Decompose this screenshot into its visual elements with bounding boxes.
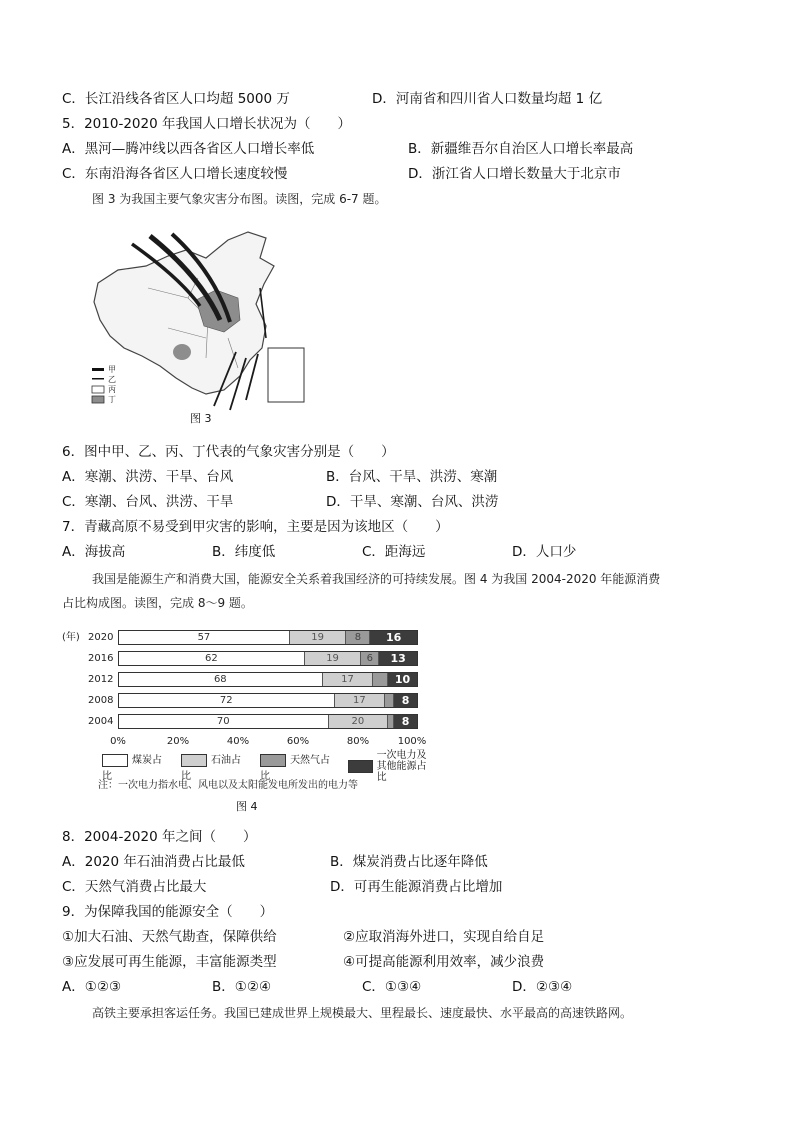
bar-2008-primary-power: 8 [393,694,417,707]
q7-option-b: B．纬度低 [212,544,276,560]
bar-2012-gas [372,673,387,686]
legend-swatch-ding [92,396,104,403]
fig3-intro: 图 3 为我国主要气象灾害分布图。读图，完成 6-7 题。 [92,192,387,206]
fig4-energy-chart [62,626,432,826]
q4-option-c: C．长江沿线各省区人口均超 5000 万 [62,91,290,107]
x-tick-100: 100% [397,736,427,747]
bar-2004 [118,714,418,729]
q6-stem: 6．图中甲、乙、丙、丁代表的气象灾害分别是（ ） [62,444,395,460]
fig3-legend-ding: 丁 [108,395,116,404]
q4-option-d: D．河南省和四川省人口数量均超 1 亿 [372,91,603,107]
bar-2008-gas [384,694,393,707]
q7-stem: 7．青藏高原不易受到甲灾害的影响，主要是因为该地区（ ） [62,519,449,535]
q5-stem: 5．2010-2020 年我国人口增长状况为（ ） [62,116,351,132]
y-label-2008: 2008 [88,695,114,706]
q5-option-d: D．浙江省人口增长数量大于北京市 [408,166,621,182]
bar-2016-gas: 6 [360,652,378,665]
x-tick-40: 40% [226,736,250,747]
bar-2008-oil: 17 [334,694,385,707]
q9-statement-1: ①加大石油、天然气勘查，保障供给 [62,929,277,945]
q8-stem: 8．2004-2020 年之间（ ） [62,829,257,845]
bar-2004-oil: 20 [328,715,388,728]
bar-2016-oil: 19 [304,652,361,665]
bar-2020-oil: 19 [289,631,346,644]
legend-oil: 石油占比 [181,755,242,782]
q6-option-b: B．台风、干旱、洪涝、寒潮 [326,469,498,485]
q8-option-c: C．天然气消费占比最大 [62,879,207,895]
q9-statement-2: ②应取消海外进口，实现自给自足 [343,929,545,945]
fig4-intro-line2: 占比构成图。读图，完成 8～9 题。 [62,596,253,610]
china-outline [94,232,274,394]
q8-option-a: A．2020 年石油消费占比最低 [62,854,245,870]
q8-option-b: B．煤炭消费占比逐年降低 [330,854,488,870]
q6-option-c: C．寒潮、台风、洪涝、干旱 [62,494,234,510]
rail-intro: 高铁主要承担客运任务。我国已建成世界上规模最大、里程最长、速度最快、水平最高的高速铁路网。 [92,1006,633,1020]
y-label-2016: 2016 [88,653,114,664]
q5-option-a: A．黑河—腾冲线以西各省区人口增长率低 [62,141,315,157]
q6-option-a: A．寒潮、洪涝、干旱、台风 [62,469,234,485]
q5-option-b: B．新疆维吾尔自治区人口增长率最高 [408,141,634,157]
bar-2016 [118,651,418,666]
chart-y-unit: (年) [62,632,80,643]
bar-2012 [118,672,418,687]
region-shading-southwest [173,344,191,360]
bar-2016-primary-power: 13 [378,652,417,665]
x-tick-0: 0% [110,736,126,747]
q7-option-a: A．海拔高 [62,544,126,560]
q9-statement-4: ④可提高能源利用效率，减少浪费 [343,954,545,970]
y-label-2012: 2012 [88,674,114,685]
q8-option-d: D．可再生能源消费占比增加 [330,879,503,895]
legend-coal: 煤炭占比 [102,755,162,782]
q7-option-c: C．距海远 [362,544,426,560]
x-tick-60: 60% [286,736,310,747]
bar-2020-primary-power: 16 [369,631,417,644]
legend-primary-power: 一次电力及 其他能源占比 [348,750,432,783]
y-label-2004: 2004 [88,716,114,727]
q9-stem: 9．为保障我国的能源安全（ ） [62,904,274,920]
fig3-legend-jia: 甲 [108,365,116,374]
x-tick-20: 20% [166,736,190,747]
bar-2012-oil: 17 [322,673,373,686]
q9-option-a: A．①②③ [62,979,122,995]
y-label-2020: 2020 [88,632,114,643]
bar-2012-coal: 68 [119,673,322,686]
q9-option-b: B．①②④ [212,979,272,995]
fig3-caption: 图 3 [190,412,212,425]
q6-option-d: D．干旱、寒潮、台风、洪涝 [326,494,499,510]
q5-option-c: C．东南沿海各省区人口增长速度较慢 [62,166,288,182]
x-tick-80: 80% [346,736,370,747]
q9-option-d: D．②③④ [512,979,573,995]
q9-option-c: C．①③④ [362,979,422,995]
fig3-legend-bing: 丙 [108,385,116,394]
fig3-legend-yi: 乙 [108,375,116,384]
chart-note: 注：一次电力指水电、风电以及太阳能发电所发出的电力等 [98,780,358,791]
fig4-caption: 图 4 [236,800,258,813]
bar-2004-primary-power: 8 [393,715,417,728]
inset-south-china-sea [268,348,304,402]
fig3-disaster-map [88,228,318,434]
bar-2008-coal: 72 [119,694,334,707]
legend-swatch-yi [92,378,104,380]
legend-swatch-bing [92,386,104,393]
legend-gas: 天然气占比 [260,755,331,782]
q9-statement-3: ③应发展可再生能源，丰富能源类型 [62,954,277,970]
bar-2012-primary-power: 10 [387,673,417,686]
bar-2020-coal: 57 [119,631,289,644]
fig4-intro-line1: 我国是能源生产和消费大国，能源安全关系着我国经济的可持续发展。图 4 为我国 2004-2020 年能源消费 [92,572,661,586]
bar-2004-coal: 70 [119,715,328,728]
bar-2020 [118,630,418,645]
bar-2016-coal: 62 [119,652,304,665]
q7-option-d: D．人口少 [512,544,577,560]
bar-2020-gas: 8 [345,631,369,644]
bar-2008 [118,693,418,708]
legend-swatch-jia [92,368,104,371]
